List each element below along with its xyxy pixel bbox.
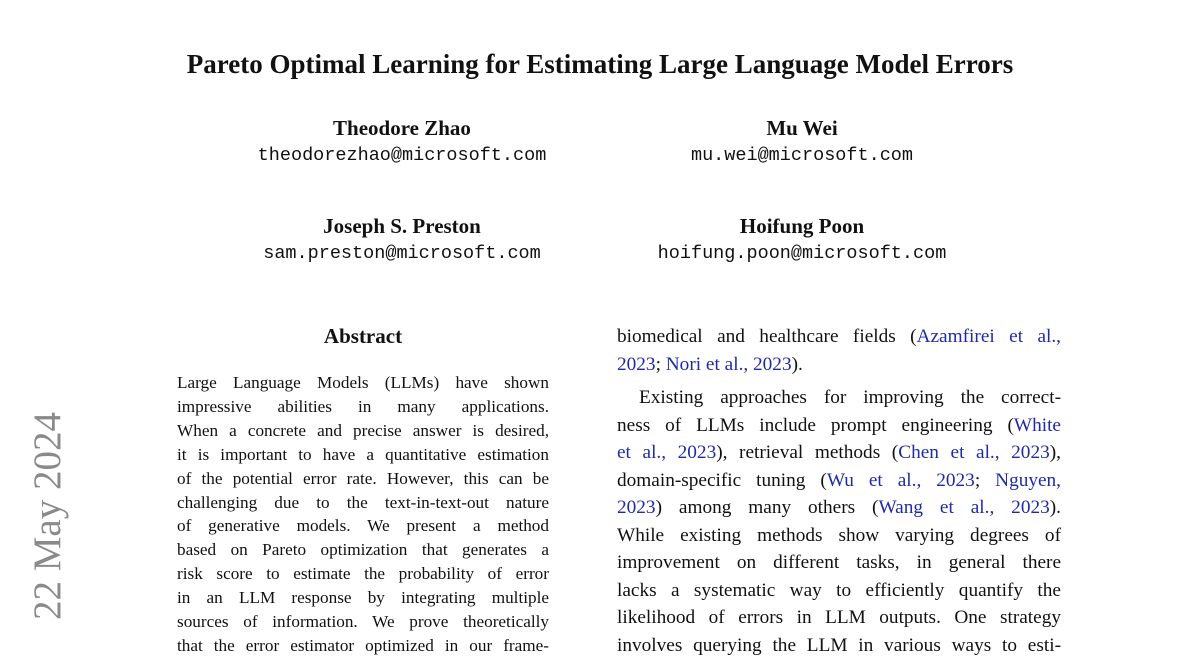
intro-text: ), retrieval methods ( [716,442,898,463]
intro-text: ), [1050,442,1061,463]
intro-column [617,323,1061,659]
intro-text: ). [1050,497,1061,518]
intro-line: While existing methods show varying degrees of [617,522,1061,550]
citation-link[interactable]: Nguyen, [995,470,1061,491]
citation-link[interactable]: et al., 2023 [617,442,716,463]
abstract-line: based on Pareto optimization that generates a [177,538,549,562]
abstract-line: it is important to have a quantitative estimation [177,443,549,467]
author-name: Joseph S. Preston [232,213,572,239]
citation-link[interactable]: 2023 [617,497,656,518]
citation-link[interactable]: Nori et al., 2023 [666,354,792,375]
intro-line [617,467,1061,495]
intro-text: domain-specific tuning ( [617,470,827,491]
abstract-line: Large Language Models (LLMs) have shown [177,371,549,395]
abstract-line: When a concrete and precise answer is desired, [177,419,549,443]
intro-line: lacks a systematic way to efficiently quantify the [617,577,1061,605]
author-name: Theodore Zhao [232,115,572,141]
abstract-line: in an LLM response by integrating multiple [177,586,549,610]
intro-line [617,412,1061,440]
author-name: Mu Wei [632,115,972,141]
citation-link[interactable]: Azamfirei et al., [917,326,1061,347]
abstract-line: risk score to estimate the probability of error [177,562,549,586]
citation-link[interactable]: Chen et al., 2023 [898,442,1050,463]
arxiv-date-stamp: 22 May 2024 [28,412,68,620]
author-block [232,115,572,169]
author-email: hoifung.poon@microsoft.com [632,241,972,267]
intro-text: ; [975,470,995,491]
citation-link[interactable]: 2023 [617,354,656,375]
intro-text: ). [792,354,803,375]
intro-line: Existing approaches for improving the correct- [617,384,1061,412]
intro-text: ) among many others ( [656,497,879,518]
author-email: theodorezhao@microsoft.com [232,143,572,169]
abstract-line: impressive abilities in many applications. [177,395,549,419]
author-block [232,213,572,267]
intro-line [617,439,1061,467]
intro-line: likelihood of errors in LLM outputs. One strategy [617,604,1061,632]
intro-line [617,351,1061,379]
intro-text: ness of LLMs include prompt engineering ( [617,415,1014,436]
abstract-line: sources of information. We prove theoretically [177,610,549,634]
abstract-line: of the potential error rate. However, this can be [177,467,549,491]
abstract-line: challenging due to the text-in-text-out nature [177,491,549,515]
abstract-line: of generative models. We present a method [177,514,549,538]
citation-link[interactable]: Wu et al., 2023 [827,470,975,491]
intro-text: biomedical and healthcare fields ( [617,326,917,347]
abstract-line: that the error estimator optimized in our frame- [177,634,549,658]
paper-title: Pareto Optimal Learning for Estimating Large Language Model Errors [0,46,1200,82]
author-name: Hoifung Poon [632,213,972,239]
author-block [632,115,972,169]
citation-link[interactable]: White [1014,415,1061,436]
citation-link[interactable]: Wang et al., 2023 [878,497,1049,518]
intro-line: improvement on different tasks, in general there [617,549,1061,577]
intro-line [617,494,1061,522]
author-email: sam.preston@microsoft.com [232,241,572,267]
intro-line [617,323,1061,351]
abstract-heading: Abstract [177,322,549,350]
abstract-body [177,371,549,658]
intro-text: ; [656,354,666,375]
author-block [632,213,972,267]
intro-line: involves querying the LLM in various ways to esti- [617,632,1061,659]
author-email: mu.wei@microsoft.com [632,143,972,169]
